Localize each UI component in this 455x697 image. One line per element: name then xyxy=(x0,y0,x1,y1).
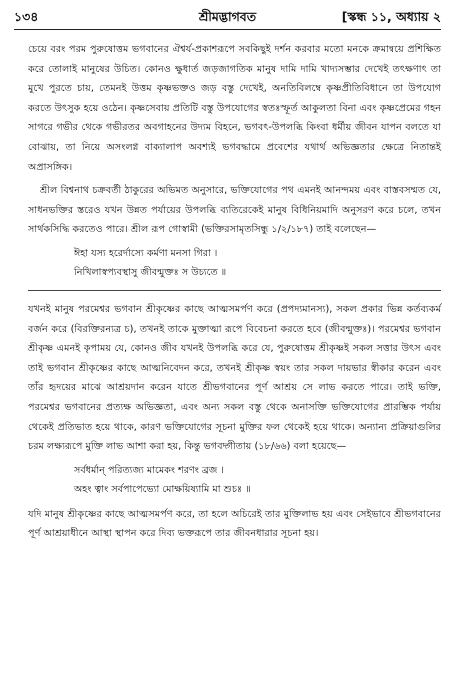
page-body xyxy=(28,40,441,548)
page-header xyxy=(14,8,441,30)
section-divider xyxy=(28,290,441,291)
verse-2-line-1: সর্বধর্মান্ পরিত্যজ্য মামেকং শরণং ব্রজ । xyxy=(74,464,224,476)
header-rule xyxy=(14,29,441,30)
verse-1 xyxy=(74,244,441,282)
chapter-reference: [স্কন্ধ ১১, অধ্যায় ২ xyxy=(341,9,441,24)
verse-2 xyxy=(74,461,441,499)
verse-1-line-2: নিখিলাস্বপ্যবস্থাসু জীবন্মুক্তঃ স উচ্যতে ॥ xyxy=(74,266,227,278)
verse-2-line-2: অহং ত্বাং সর্বপাপেভ্যো মোক্ষয়িষ্যামি মা শুচঃ ॥ xyxy=(74,483,251,495)
verse-1-line-1: ঈহা যস্য হরের্দাস্যে কর্মণা মনসা গিরা । xyxy=(74,247,218,259)
paragraph-4: যদি মানুষ শ্রীকৃষ্ণের কাছে আত্মসমর্পণ করে, তা হলে অচিরেই তার মুক্তিলাভ হয় এবং সেইভাবে শ্রীভগবানের পূর্ণ আশ্রয়াধীনে আস্থা স্থাপন করে দিব্য ভক্তরূপে তার জীবনধারার সূচনা হয়। xyxy=(28,508,441,540)
page-number: ১৩৪ xyxy=(14,9,39,24)
paragraph-3: যখনই মানুষ পরমেশ্বর ভগবান শ্রীকৃষ্ণের কাছে আত্মসমর্পণ করে (প্রপদ্যমানস্য), সকল প্রকার ভিন্ন কর্তব্যকর্ম বর্জন করে (বিরক্তিরন্যত্র চ), তখনই তাকে মুক্তাত্মা রূপে বিবেচনা করতে হবে (জীবন্মুক্তঃ)। পরমেশ্বর ভগবান শ্রীকৃষ্ণ এমনই কৃপাময় যে, কোনও জীব যখনই উপলব্ধি করে যে, পুরুষোত্তম শ্রীকৃষ্ণই সকল সত্তার উৎস এবং তাই ভগবান শ্রীকৃষ্ণের কাছে আত্মনিবেদন করে, তখনই শ্রীকৃষ্ণ স্বয়ং তার সকল দায়ভার স্বীকার করেন এবং তাঁর হৃদয়ের মাঝে আশ্রয়দান করেন যাতে শ্রীভগবানের পূর্ণ আশ্রয় সে লাভ করতে পারে। তাই ভক্তি, পরমেশ্বর ভগবানের প্রত্যক্ষ অভিজ্ঞতা, এবং অন্য সকল বস্তু থেকে অনাসক্তি ভক্তিযোগের প্রারম্ভিক পর্যায় থেকেই প্রতিভাত হয়ে থাকে, কারণ ভক্তিযোগের সূচনা মুক্তির ফল থেকেই হয়ে থাকে। অন্যান্য প্রক্রিয়াগুলির চরম লক্ষ্যরূপে মুক্তি লাভ আশা করা হয়, কিন্তু ভগবদ্গীতায় (১৮/৬৬) বলা হয়েছে— xyxy=(28,303,441,453)
paragraph-2: শ্রীল বিশ্বনাথ চক্রবর্তী ঠাকুরের অভিমত অনুসারে, ভক্তিযোগের পথ এমনই আনন্দময় এবং বাস্তবসম্মত যে, সাধনভক্তির স্তরেও যখন উন্নত পর্যায়ের উপলব্ধি ব্যতিরেকেই মানুষ বিধিনিয়মাদি অনুসরণ করে চলে, তখন সার্থকসিদ্ধি করতেও পারে। শ্রীল রূপ গোস্বামী (ভক্তিরসামৃতসিন্ধু ১/২/১৮৭) তাই বলেছেন— xyxy=(28,185,441,236)
book-title: শ্রীমদ্ভাগবত xyxy=(198,9,257,24)
paragraph-1: চেয়ে বরং পরম পুরুষোত্তম ভগবানের ঐশ্বর্য-প্রকাশরূপে সবকিছুই দর্শন করবার মতো মনকে ক্রমান্বয়ে প্রশিক্ষিত করে তোলাই মানুষের উচিত। কোনও ক্ষুধার্ত জড়জাগতিক মানুষ দামি দামি খাদ্যসম্ভার দেখেই তৎক্ষণাৎ তা মুখে পুরতে চায়, তেমনই উত্তম কৃষ্ণভক্তও জড় বস্তু দেখেই, অনতিবিলম্বে কৃষ্ণপ্রীতিবিধানে তা উপযোগ করতে উৎসুক হয়ে ওঠেন। কৃষ্ণসেবায় প্রতিটি বস্তু উপযোগের স্বতঃস্ফূর্ত আকুলতা বিনা এবং কৃষ্ণপ্রেমের গহন সাগরে গভীর থেকে গভীরতর অবগাহনের উদ্যম বিহনে, ভগবৎ-উপলব্ধি কিংবা ধর্মীয় জীবন যাপন বলতে যা বোঝায়, তা নিয়ে অসংলগ্ন বাক্যালাপ অবশ্যই ভগবদ্ধামে প্রবেশের যথার্থ অভিজ্ঞতার ক্ষেত্রে নিতান্তই অপ্রাসঙ্গিক। xyxy=(28,44,441,173)
